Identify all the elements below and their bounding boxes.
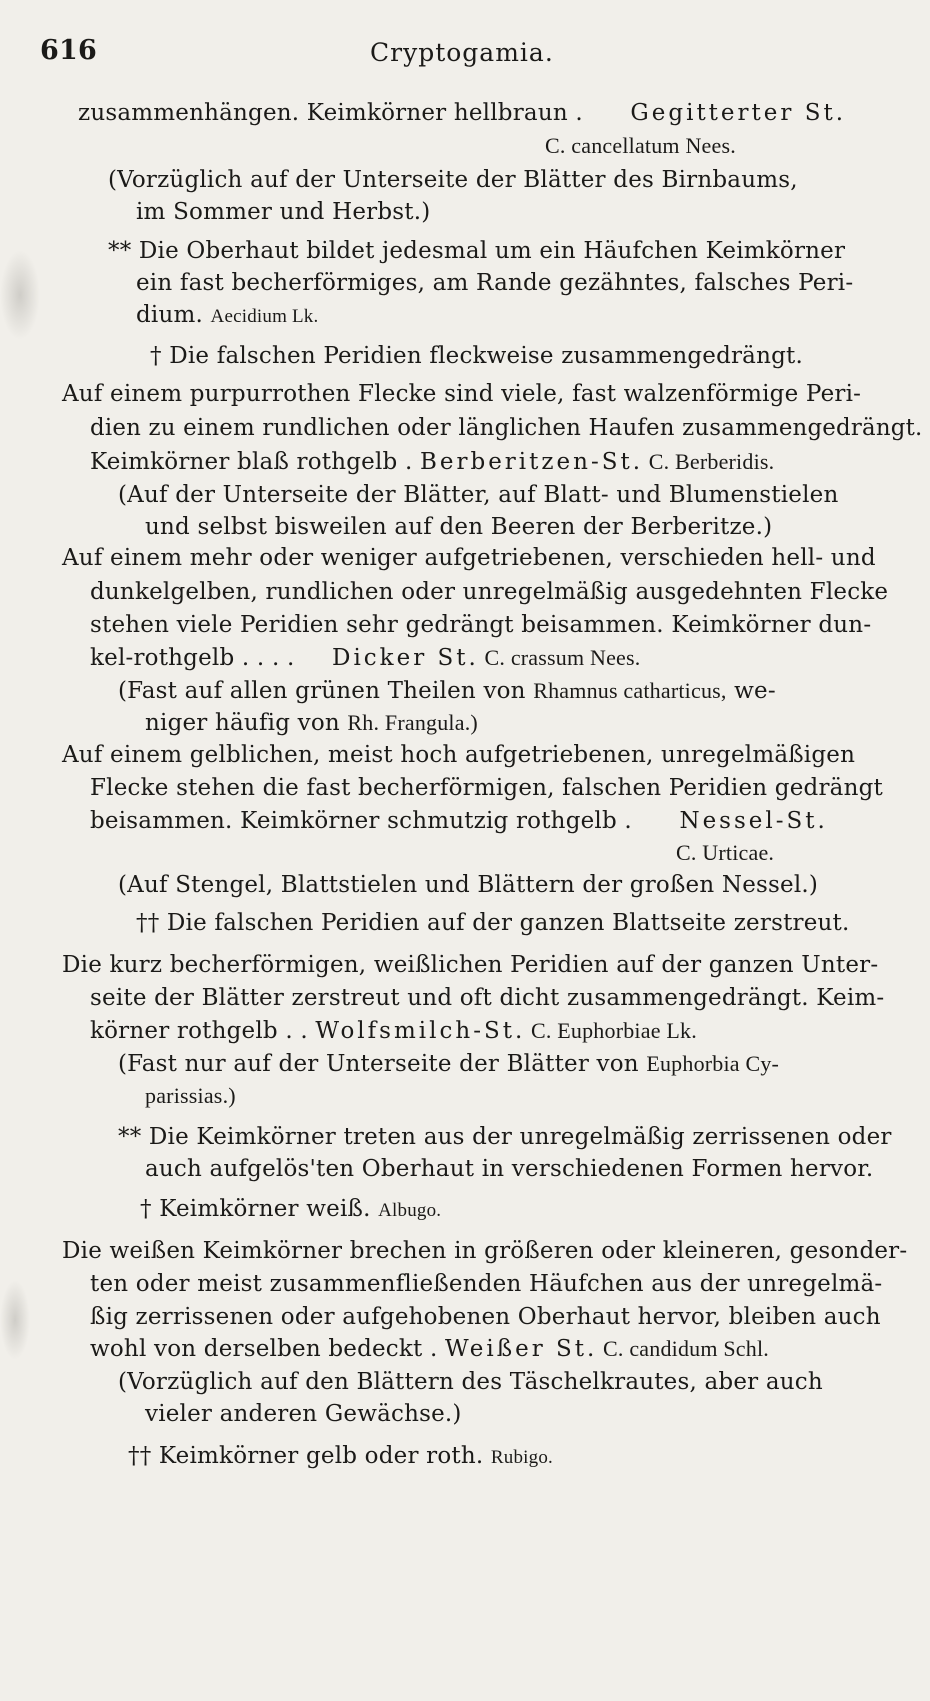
text-span: dium. [136,302,211,328]
species-name: Dicker St. [332,645,479,671]
text-line [90,1334,769,1364]
text-line: stehen viele Peridien sehr gedrängt beisammen. Keimkörner dun- [90,612,872,638]
species-name: Gegitterter St. [630,100,846,126]
text-line: dien zu einem rundlichen oder länglichen Haufen zusammengedrängt. [90,415,923,441]
text-line: Die weißen Keimkörner brechen in größeren oder kleineren, gesonder- [62,1238,908,1264]
section-heading [140,1194,441,1226]
latin-name: parissias.) [145,1083,236,1108]
text-span: körner rothgelb . . [90,1018,316,1044]
text-span: Keimkörner blaß rothgelb . [90,449,420,475]
text-line: (Auf Stengel, Blattstielen und Blättern der großen Nessel.) [118,872,819,898]
text-line: Auf einem purpurrothen Flecke sind viele, fast walzenförmige Peri- [62,381,862,407]
latin-name: C. Urticae. [676,840,775,865]
species-name: Nessel-St. [679,808,828,834]
text-span: beisammen. Keimkörner schmutzig rothgelb . [90,808,640,834]
text-line [118,1049,779,1079]
text-span: (Fast nur auf der Unterseite der Blätter von [118,1051,647,1077]
text-line: Die kurz becherförmigen, weißlichen Peridien auf der ganzen Unter- [62,952,879,978]
text-line: seite der Blätter zerstreut und oft dicht zusammengedrängt. Keim- [90,985,885,1011]
text-line [90,643,641,673]
text-line: ein fast becherförmiges, am Rande gezähntes, falsches Peri- [136,270,854,296]
latin-name: Rhamnus catharticus, [533,678,727,703]
text-line: und selbst bisweilen auf den Beeren der Berberitze.) [145,514,773,540]
text-span: niger häufig von [145,710,348,736]
species-name: Berberitzen-St. [419,449,644,475]
text-line: (Vorzüglich auf der Unterseite der Blätter des Birnbaums, [108,167,798,193]
text-line: Flecke stehen die fast becherförmigen, falschen Peridien gedrängt [90,775,883,801]
section-heading: † Die falschen Peridien fleckweise zusammengedrängt. [150,343,803,369]
latin-name: C. candidum Schl. [597,1336,769,1361]
text-span: we- [726,678,776,704]
text-line [90,447,774,477]
text-line [118,676,776,706]
text-line: ** Die Keimkörner treten aus der unregelmäßig zerrissenen oder [118,1124,892,1150]
text-line [90,1016,697,1046]
text-span: zusammenhängen. Keimkörner hellbraun . [78,100,591,126]
page-stain [0,250,40,340]
species-name: Wolfsmilch-St. [315,1018,526,1044]
section-heading: †† Die falschen Peridien auf der ganzen Blattseite zerstreut. [136,910,850,936]
text-line: (Vorzüglich auf den Blättern des Täschelkrautes, aber auch [118,1369,823,1395]
text-line: Auf einem mehr oder weniger aufgetriebenen, verschieden hell- und [62,545,876,571]
text-line: Auf einem gelblichen, meist hoch aufgetriebenen, unregelmäßigen [62,742,856,768]
page-number: 616 [40,35,97,66]
text-line: ßig zerrissenen oder aufgehobenen Oberhaut hervor, bleiben auch [90,1304,881,1330]
latin-name: C. Berberidis. [643,449,775,474]
text-line [78,98,846,128]
text-span: †† Keimkörner gelb oder roth. [128,1443,491,1469]
section-heading [128,1441,553,1473]
text-line: dunkelgelben, rundlichen oder unregelmäßig ausgedehnten Flecke [90,579,889,605]
text-span: (Fast auf allen grünen Theilen von [118,678,534,704]
latin-name: C. Euphorbiae Lk. [525,1018,697,1043]
genus-name: Aecidium Lk. [210,306,319,327]
text-span: kel-rothgelb . . . . [90,645,302,671]
latin-name: C. crassum Nees. [478,645,641,670]
species-name: Weißer St. [445,1336,598,1362]
text-line: auch aufgelös'ten Oberhaut in verschiedenen Formen hervor. [145,1156,874,1182]
text-line: im Sommer und Herbst.) [136,199,431,225]
text-span: † Keimkörner weiß. [140,1196,379,1222]
text-line: (Auf der Unterseite der Blätter, auf Blatt- und Blumenstielen [118,482,839,508]
latin-name: Rh. Frangula.) [347,710,478,735]
genus-name: Albugo. [378,1200,442,1221]
text-span: wohl von derselben bedeckt . [90,1336,446,1362]
text-line [90,806,828,836]
running-title: Cryptogamia. [370,38,554,67]
genus-name: Rubigo. [490,1447,554,1468]
text-line [145,708,478,738]
text-line: ** Die Oberhaut bildet jedesmal um ein Häufchen Keimkörner [108,238,846,264]
text-line: vieler anderen Gewächse.) [145,1401,462,1427]
latin-name: Euphorbia Cy- [646,1051,780,1076]
text-line: ten oder meist zusammenfließenden Häufchen aus der unregelmä- [90,1271,883,1297]
page-stain [0,1280,30,1360]
latin-name: C. cancellatum Nees. [545,133,736,158]
text-line [136,300,318,332]
